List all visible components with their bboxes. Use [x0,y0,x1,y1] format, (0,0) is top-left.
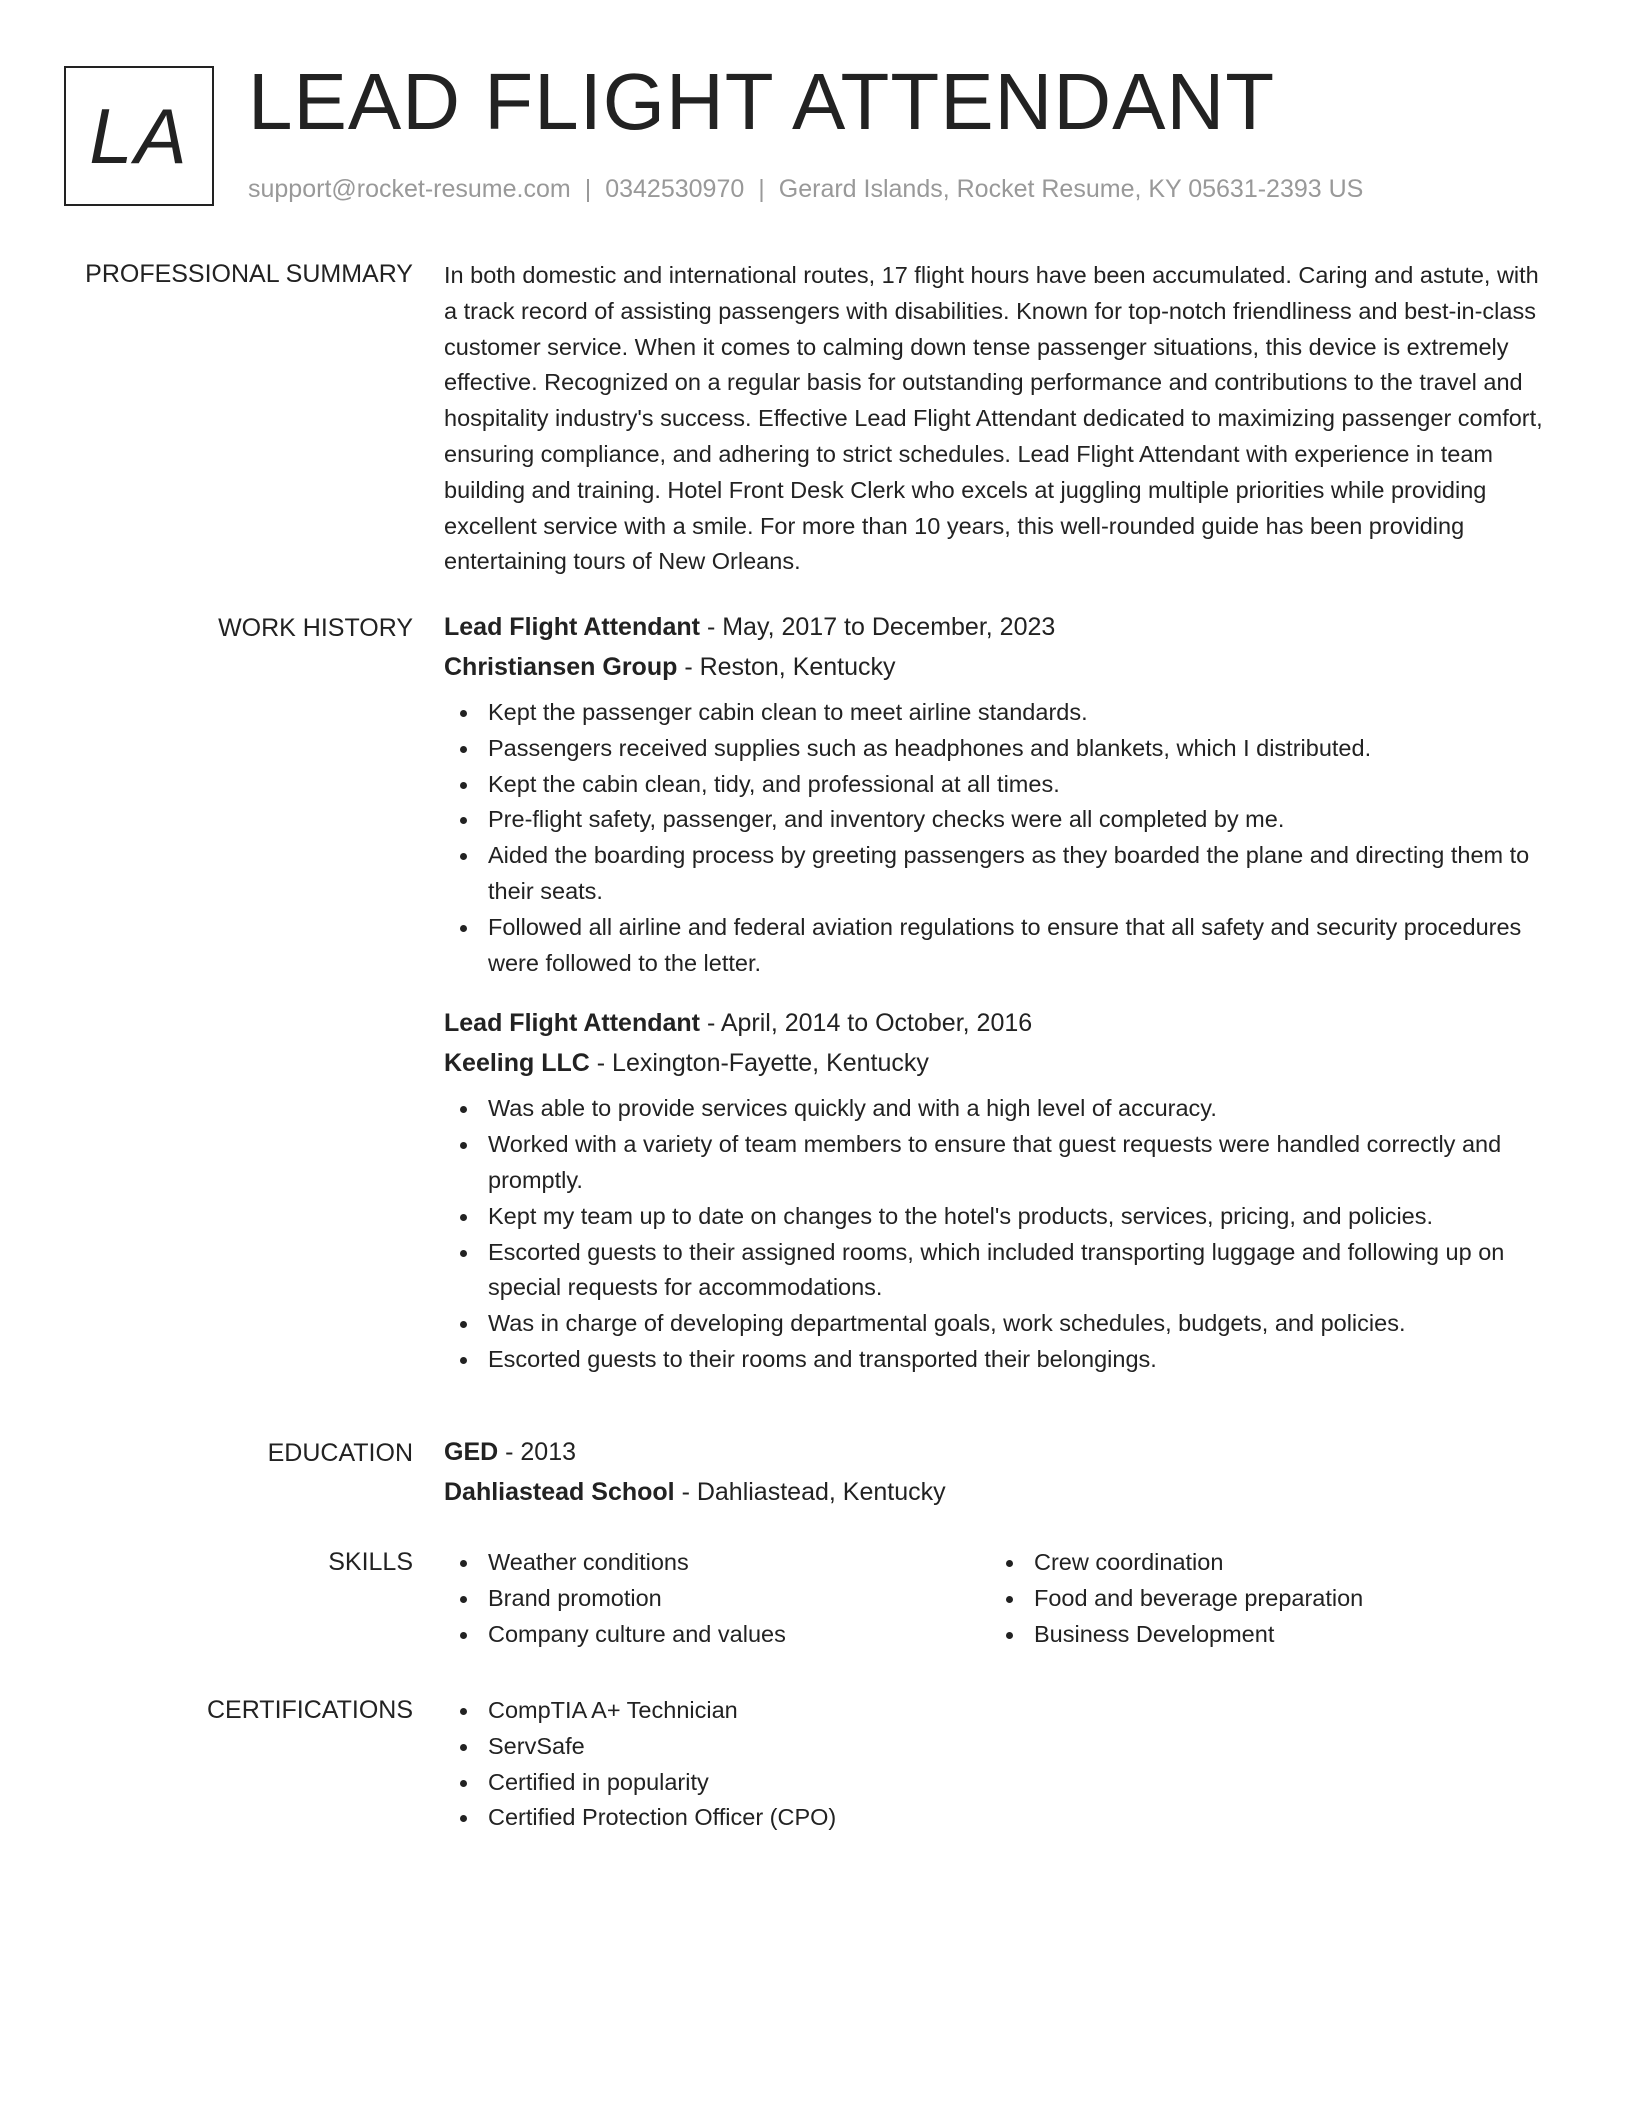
contact-separator: | [758,175,765,203]
work-history-body [444,607,1556,1378]
job-company-line [444,647,1556,687]
job-company: Keeling LLC [444,1049,590,1078]
certification-item: Certified Protection Officer (CPO) [488,1800,1556,1836]
job-position: Lead Flight Attendant [444,1009,700,1038]
certification-item: ServSafe [488,1729,1556,1765]
job-title-line [444,607,1556,647]
job-dates: - May, 2017 to December, 2023 [700,613,1056,641]
certification-item: Certified in popularity [488,1765,1556,1801]
job-bullets [444,1091,1556,1377]
education-school: Dahliastead School [444,1478,675,1506]
skills-list-left [444,1545,990,1652]
education-degree: GED [444,1438,499,1466]
section-title-certifications: CERTIFICATIONS [206,1696,413,1724]
job-entry [444,607,1556,981]
job-bullet: Aided the boarding process by greeting passengers as they boarded the plane and directing them to their seats. [488,838,1556,910]
job-company: Christiansen Group [444,653,678,681]
section-title-work-history: WORK HISTORY [218,614,413,642]
contact-line [248,172,1363,206]
certifications-list [444,1693,1556,1836]
skill-item: Food and beverage preparation [1034,1581,1536,1617]
monogram-logo: LA [64,66,214,206]
job-bullet: Pre-flight safety, passenger, and inventory checks were all completed by me. [488,802,1556,838]
summary-text: In both domestic and international routes, 17 flight hours have been accumulated. Caring and astute, with a track record of assisting passengers with disabilities. Known for top-notch friendliness and best-in-class customer service. When it comes to calming down tense passenger situations, this device is extremely effective. Recognized on a regular basis for outstanding performance and contributions to the travel and hospitality industry's success. Effective Lead Flight Attendant dedicated to maximizing passenger comfort, ensuring compliance, and adhering to strict schedules. Lead Flight Attendant with experience in team building and training. Hotel Front Desk Clerk who excels at juggling multiple priorities while providing excellent service with a smile. For more than 10 years, this well-rounded guide has been providing entertaining tours of New Orleans. [444,262,1543,575]
section-title-skills: SKILLS [328,1548,413,1576]
education-body [444,1432,1556,1512]
job-bullet: Worked with a variety of team members to ensure that guest requests were handled correctly and promptly. [488,1127,1556,1199]
skills-grid [444,1545,1556,1652]
certification-item: CompTIA A+ Technician [488,1693,1556,1729]
job-bullet: Was in charge of developing departmental goals, work schedules, budgets, and policies. [488,1306,1556,1342]
job-bullet: Escorted guests to their assigned rooms, which included transporting luggage and following up on special requests for accommodations. [488,1235,1556,1307]
education-year: - 2013 [498,1438,577,1466]
job-bullet: Followed all airline and federal aviation regulations to ensure that all safety and security procedures were followed to the letter. [488,910,1556,982]
job-bullets [444,695,1556,981]
job-title-line [444,1003,1556,1043]
job-bullet: Escorted guests to their rooms and transported their belongings. [488,1342,1556,1378]
job-bullet: Kept the passenger cabin clean to meet airline standards. [488,695,1556,731]
job-bullet: Kept the cabin clean, tidy, and professional at all times. [488,767,1556,803]
job-dates: - April, 2014 to October, 2016 [700,1009,1033,1038]
education-degree-line [444,1432,1556,1472]
job-location: - Lexington-Fayette, Kentucky [589,1049,929,1078]
job-entry [444,1003,1556,1377]
contact-address: Gerard Islands, Rocket Resume, KY 05631-2393 US [778,175,1364,203]
job-company-line [444,1043,1556,1083]
section-title-education: EDUCATION [267,1439,413,1467]
contact-separator: | [584,175,592,203]
skill-item: Business Development [1034,1617,1536,1653]
skill-item: Weather conditions [488,1545,990,1581]
skills-list-right [990,1545,1536,1652]
summary-body [444,258,1556,580]
job-bullet: Kept my team up to date on changes to the hotel's products, services, pricing, and policies. [488,1199,1556,1235]
skills-body [444,1545,1556,1652]
skill-item: Company culture and values [488,1617,990,1653]
job-position: Lead Flight Attendant [444,613,700,641]
contact-email[interactable]: support@rocket-resume.com [248,175,571,203]
contact-phone[interactable]: 0342530970 [605,175,745,203]
skill-item: Crew coordination [1034,1545,1536,1581]
section-title-summary: PROFESSIONAL SUMMARY [85,260,413,288]
education-school-line [444,1472,1556,1512]
job-bullet: Passengers received supplies such as headphones and blankets, which I distributed. [488,731,1556,767]
job-location: - Reston, Kentucky [677,653,896,681]
education-location: - Dahliastead, Kentucky [674,1478,946,1506]
skill-item: Brand promotion [488,1581,990,1617]
certifications-body [444,1693,1556,1836]
resume-name: LEAD FLIGHT ATTENDANT [248,57,1276,146]
job-bullet: Was able to provide services quickly and with a high level of accuracy. [488,1091,1556,1127]
